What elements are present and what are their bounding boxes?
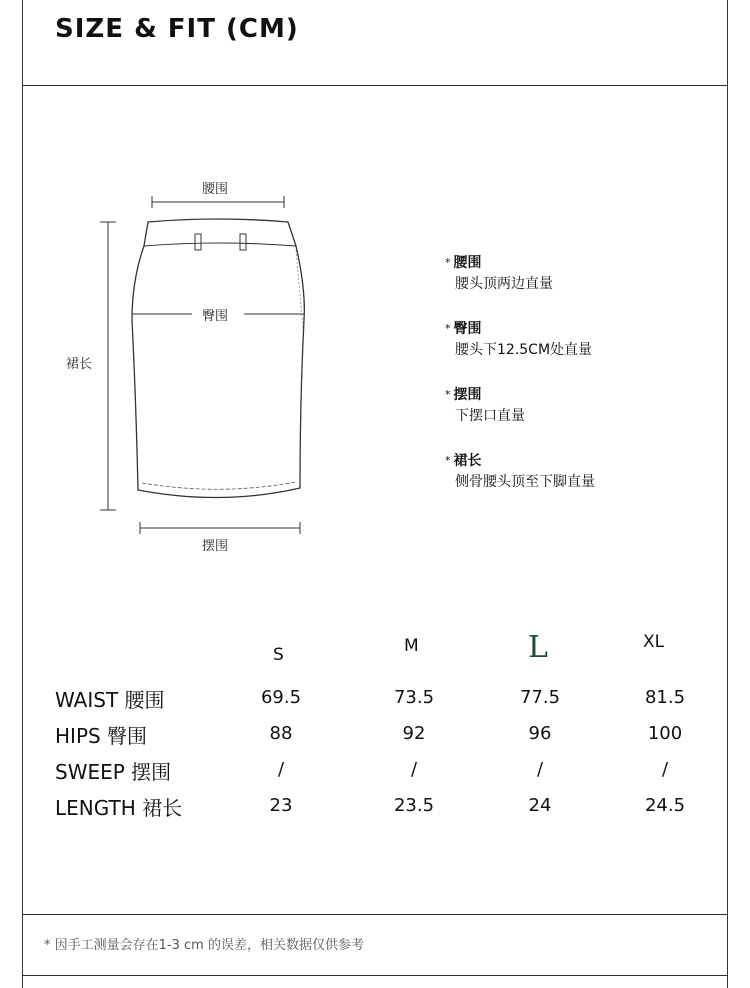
cell-length-xl: 24.5: [644, 795, 686, 816]
cell-waist-s: 69.5: [260, 687, 302, 708]
note-desc: 腰头顶两边直量: [455, 276, 553, 292]
note-term: 摆围: [453, 387, 482, 403]
length-diagram-label: 裙长: [66, 357, 93, 372]
cell-sweep-xl: /: [661, 759, 669, 780]
cell-waist-xl: 81.5: [644, 687, 686, 708]
cell-length-l: 24: [528, 795, 552, 816]
cell-hips-s: 88: [269, 723, 293, 744]
size-header-l: L: [528, 630, 548, 665]
note-length: [445, 451, 715, 493]
row-label-hips: HIPS 臀围: [55, 724, 148, 748]
note-term: 腰围: [453, 255, 482, 271]
row-label-sweep: SWEEP 摆围: [55, 760, 172, 784]
cell-sweep-l: /: [536, 759, 544, 780]
frame-right-border: [727, 0, 728, 988]
note-star: *: [445, 388, 451, 401]
row-label-length: LENGTH 裙长: [55, 796, 183, 820]
cell-hips-l: 96: [528, 723, 552, 744]
cell-sweep-s: /: [277, 759, 285, 780]
cell-length-m: 23.5: [393, 795, 435, 816]
waist-diagram-label: 腰围: [202, 182, 229, 197]
row-label-waist: WAIST 腰围: [55, 688, 165, 712]
note-star: *: [445, 322, 451, 335]
cell-hips-xl: 100: [647, 723, 683, 744]
cell-waist-m: 73.5: [393, 687, 435, 708]
note-star: *: [445, 454, 451, 467]
cell-waist-l: 77.5: [519, 687, 561, 708]
note-term: 裙长: [453, 453, 482, 469]
cell-hips-m: 92: [402, 723, 426, 744]
header-divider: [22, 85, 728, 86]
hips-diagram-label: 臀围: [202, 309, 229, 324]
page-title: SIZE & FIT (CM): [55, 14, 299, 44]
measurement-disclaimer: * 因手工测量会存在1-3 cm 的误差，相关数据仅供参考: [44, 938, 364, 953]
skirt-diagram: [60, 170, 320, 560]
note-desc: 下摆口直量: [455, 408, 525, 424]
note-sweep: [445, 385, 715, 427]
cell-sweep-m: /: [410, 759, 418, 780]
note-hips: [445, 319, 715, 361]
footer-top-divider: [22, 914, 728, 915]
note-term: 臀围: [453, 321, 482, 337]
sweep-diagram-label: 摆围: [202, 539, 229, 554]
note-star: *: [445, 256, 451, 269]
note-desc: 腰头下12.5CM处直量: [455, 342, 593, 358]
note-waist: [445, 253, 715, 295]
note-desc: 侧骨腰头顶至下脚直量: [455, 474, 595, 490]
cell-length-s: 23: [269, 795, 293, 816]
frame-left-border: [22, 0, 23, 988]
measurement-notes: [445, 253, 715, 517]
footer-bottom-divider: [22, 975, 728, 976]
size-header-xl: XL: [643, 632, 665, 652]
size-header-m: M: [404, 636, 419, 656]
size-header-s: S: [273, 645, 284, 665]
skirt-illustration: [60, 170, 320, 560]
